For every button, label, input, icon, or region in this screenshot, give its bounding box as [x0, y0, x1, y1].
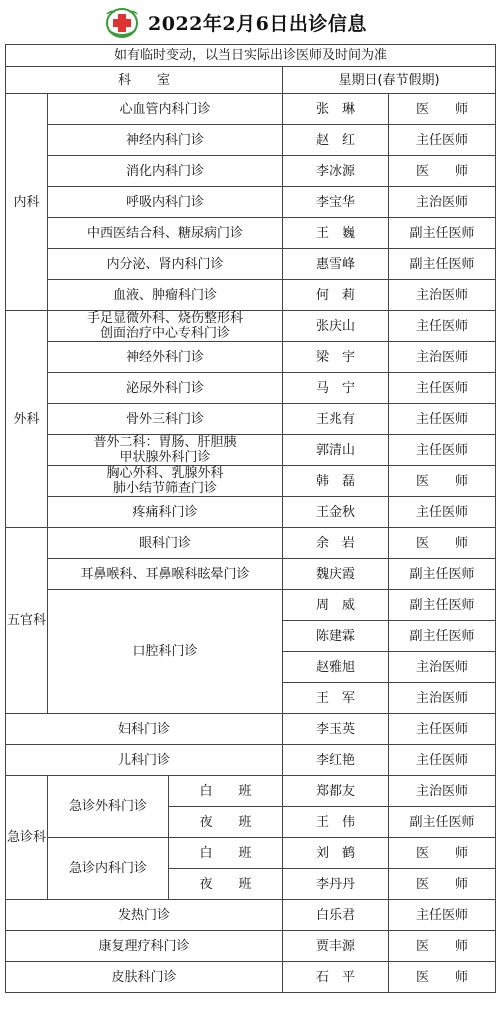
title-cell: 主治医师 — [389, 280, 496, 311]
dept-cell — [48, 311, 283, 342]
doctor-cell: 王 伟 — [283, 807, 389, 838]
title-cell: 主任医师 — [389, 900, 496, 931]
page-title: 2022年2月6日出诊信息 — [148, 13, 367, 35]
dept-cell: 康复理疗科门诊 — [6, 931, 283, 962]
category-neike: 内科 — [6, 94, 48, 311]
table-row — [6, 94, 496, 125]
table-row — [6, 435, 496, 466]
title-cell: 副主任医师 — [389, 590, 496, 621]
doctor-cell: 魏庆霞 — [283, 559, 389, 590]
dept-cell: 急诊内科门诊 — [48, 838, 169, 900]
dept-cell: 神经外科门诊 — [48, 342, 283, 373]
dept-line: 肺小结节筛查门诊 — [112, 481, 217, 496]
dept-cell: 儿科门诊 — [6, 745, 283, 776]
doctor-cell: 白乐君 — [283, 900, 389, 931]
header-day: 星期日(春节假期) — [283, 67, 496, 94]
dept-cell: 呼吸内科门诊 — [48, 187, 283, 218]
title-cell: 主任医师 — [389, 373, 496, 404]
table-row — [6, 497, 496, 528]
dept-cell: 妇科门诊 — [6, 714, 283, 745]
title-cell: 副主任医师 — [389, 249, 496, 280]
category-waike: 外科 — [6, 311, 48, 528]
title-cell: 主任医师 — [389, 125, 496, 156]
title-cell: 主任医师 — [389, 745, 496, 776]
dept-cell: 口腔科门诊 — [48, 590, 283, 714]
table-row — [6, 776, 496, 807]
dept-cell: 眼科门诊 — [48, 528, 283, 559]
category-wuguan: 五官科 — [6, 528, 48, 714]
dept-cell — [48, 435, 283, 466]
doctor-cell: 郭清山 — [283, 435, 389, 466]
doctor-cell: 李丹丹 — [283, 869, 389, 900]
doctor-cell: 韩 磊 — [283, 466, 389, 497]
table-row — [6, 838, 496, 869]
title-cell: 主治医师 — [389, 683, 496, 714]
dept-line: 普外二科：胃肠、肝胆胰 — [93, 435, 237, 450]
table-row — [6, 249, 496, 280]
doctor-cell: 郑都友 — [283, 776, 389, 807]
dept-cell: 内分泌、肾内科门诊 — [48, 249, 283, 280]
doctor-cell: 马 宁 — [283, 373, 389, 404]
title-cell: 医 师 — [389, 156, 496, 187]
table-row — [6, 900, 496, 931]
table-row — [6, 559, 496, 590]
dept-cell: 消化内科门诊 — [48, 156, 283, 187]
doctor-cell: 石 平 — [283, 962, 389, 993]
dept-cell: 心血管内科门诊 — [48, 94, 283, 125]
table-row — [6, 342, 496, 373]
title-cell: 主任医师 — [389, 404, 496, 435]
table-row — [6, 590, 496, 621]
doctor-cell: 梁 宇 — [283, 342, 389, 373]
doctor-cell: 王 军 — [283, 683, 389, 714]
title-cell: 副主任医师 — [389, 559, 496, 590]
table-row — [6, 280, 496, 311]
title-cell: 主治医师 — [389, 342, 496, 373]
header — [0, 0, 500, 44]
dept-cell — [48, 466, 283, 497]
doctor-cell: 王金秋 — [283, 497, 389, 528]
dept-cell: 骨外三科门诊 — [48, 404, 283, 435]
doctor-cell: 陈建霖 — [283, 621, 389, 652]
shift-cell: 白 班 — [169, 838, 283, 869]
doctor-cell: 赵雅旭 — [283, 652, 389, 683]
column-header-row — [6, 67, 496, 94]
title-cell: 主治医师 — [389, 187, 496, 218]
title-cell: 副主任医师 — [389, 621, 496, 652]
header-dept: 科 室 — [6, 67, 283, 94]
doctor-cell: 王 巍 — [283, 218, 389, 249]
doctor-cell: 赵 红 — [283, 125, 389, 156]
hospital-logo-icon — [99, 6, 145, 40]
title-cell: 主治医师 — [389, 652, 496, 683]
doctor-cell: 李宝华 — [283, 187, 389, 218]
dept-cell: 神经内科门诊 — [48, 125, 283, 156]
table-row — [6, 745, 496, 776]
doctor-cell: 张庆山 — [283, 311, 389, 342]
table-row — [6, 218, 496, 249]
title-cell: 主任医师 — [389, 435, 496, 466]
dept-line: 胸心外科、乳腺外科 — [106, 466, 224, 481]
dept-cell: 发热门诊 — [6, 900, 283, 931]
dept-cell: 泌尿外科门诊 — [48, 373, 283, 404]
table-row — [6, 404, 496, 435]
dept-cell: 耳鼻喉科、耳鼻喉科眩晕门诊 — [48, 559, 283, 590]
table-row — [6, 311, 496, 342]
shift-cell: 白 班 — [169, 776, 283, 807]
title-cell: 主任医师 — [389, 311, 496, 342]
title-cell: 医 师 — [389, 869, 496, 900]
schedule-table — [5, 44, 496, 993]
table-row — [6, 156, 496, 187]
dept-line: 甲状腺外科门诊 — [119, 450, 211, 465]
title-cell: 医 师 — [389, 466, 496, 497]
table-row — [6, 187, 496, 218]
table-row — [6, 466, 496, 497]
doctor-cell: 李玉英 — [283, 714, 389, 745]
dept-cell: 急诊外科门诊 — [48, 776, 169, 838]
category-jizhen: 急诊科 — [6, 776, 48, 900]
dept-cell: 疼痛科门诊 — [48, 497, 283, 528]
shift-cell: 夜 班 — [169, 807, 283, 838]
table-row — [6, 528, 496, 559]
table-row — [6, 714, 496, 745]
table-row — [6, 373, 496, 404]
doctor-cell: 王兆有 — [283, 404, 389, 435]
title-cell: 副主任医师 — [389, 807, 496, 838]
title-cell: 主治医师 — [389, 776, 496, 807]
doctor-cell: 周 威 — [283, 590, 389, 621]
table-row — [6, 125, 496, 156]
title-cell: 医 师 — [389, 962, 496, 993]
table-row — [6, 962, 496, 993]
doctor-cell: 余 岩 — [283, 528, 389, 559]
doctor-cell: 贾丰源 — [283, 931, 389, 962]
notice-text: 如有临时变动，以当日实际出诊医师及时间为准 — [6, 45, 496, 67]
shift-cell: 夜 班 — [169, 869, 283, 900]
dept-line: 手足显微外科、烧伤整形科 — [86, 311, 243, 326]
doctor-cell: 李冰源 — [283, 156, 389, 187]
title-cell: 主任医师 — [389, 714, 496, 745]
dept-cell: 皮肤科门诊 — [6, 962, 283, 993]
title-cell: 主任医师 — [389, 497, 496, 528]
title-cell: 医 师 — [389, 528, 496, 559]
doctor-cell: 张 琳 — [283, 94, 389, 125]
doctor-cell: 刘 鹤 — [283, 838, 389, 869]
table-row — [6, 931, 496, 962]
title-cell: 医 师 — [389, 838, 496, 869]
doctor-cell: 李红艳 — [283, 745, 389, 776]
notice-row — [6, 45, 496, 67]
dept-cell: 中西医结合科、糖尿病门诊 — [48, 218, 283, 249]
title-cell: 副主任医师 — [389, 218, 496, 249]
doctor-cell: 何 莉 — [283, 280, 389, 311]
dept-line: 创面治疗中心专科门诊 — [99, 326, 230, 341]
doctor-cell: 惠雪峰 — [283, 249, 389, 280]
title-cell: 医 师 — [389, 931, 496, 962]
dept-cell: 血液、肿瘤科门诊 — [48, 280, 283, 311]
title-cell: 医 师 — [389, 94, 496, 125]
